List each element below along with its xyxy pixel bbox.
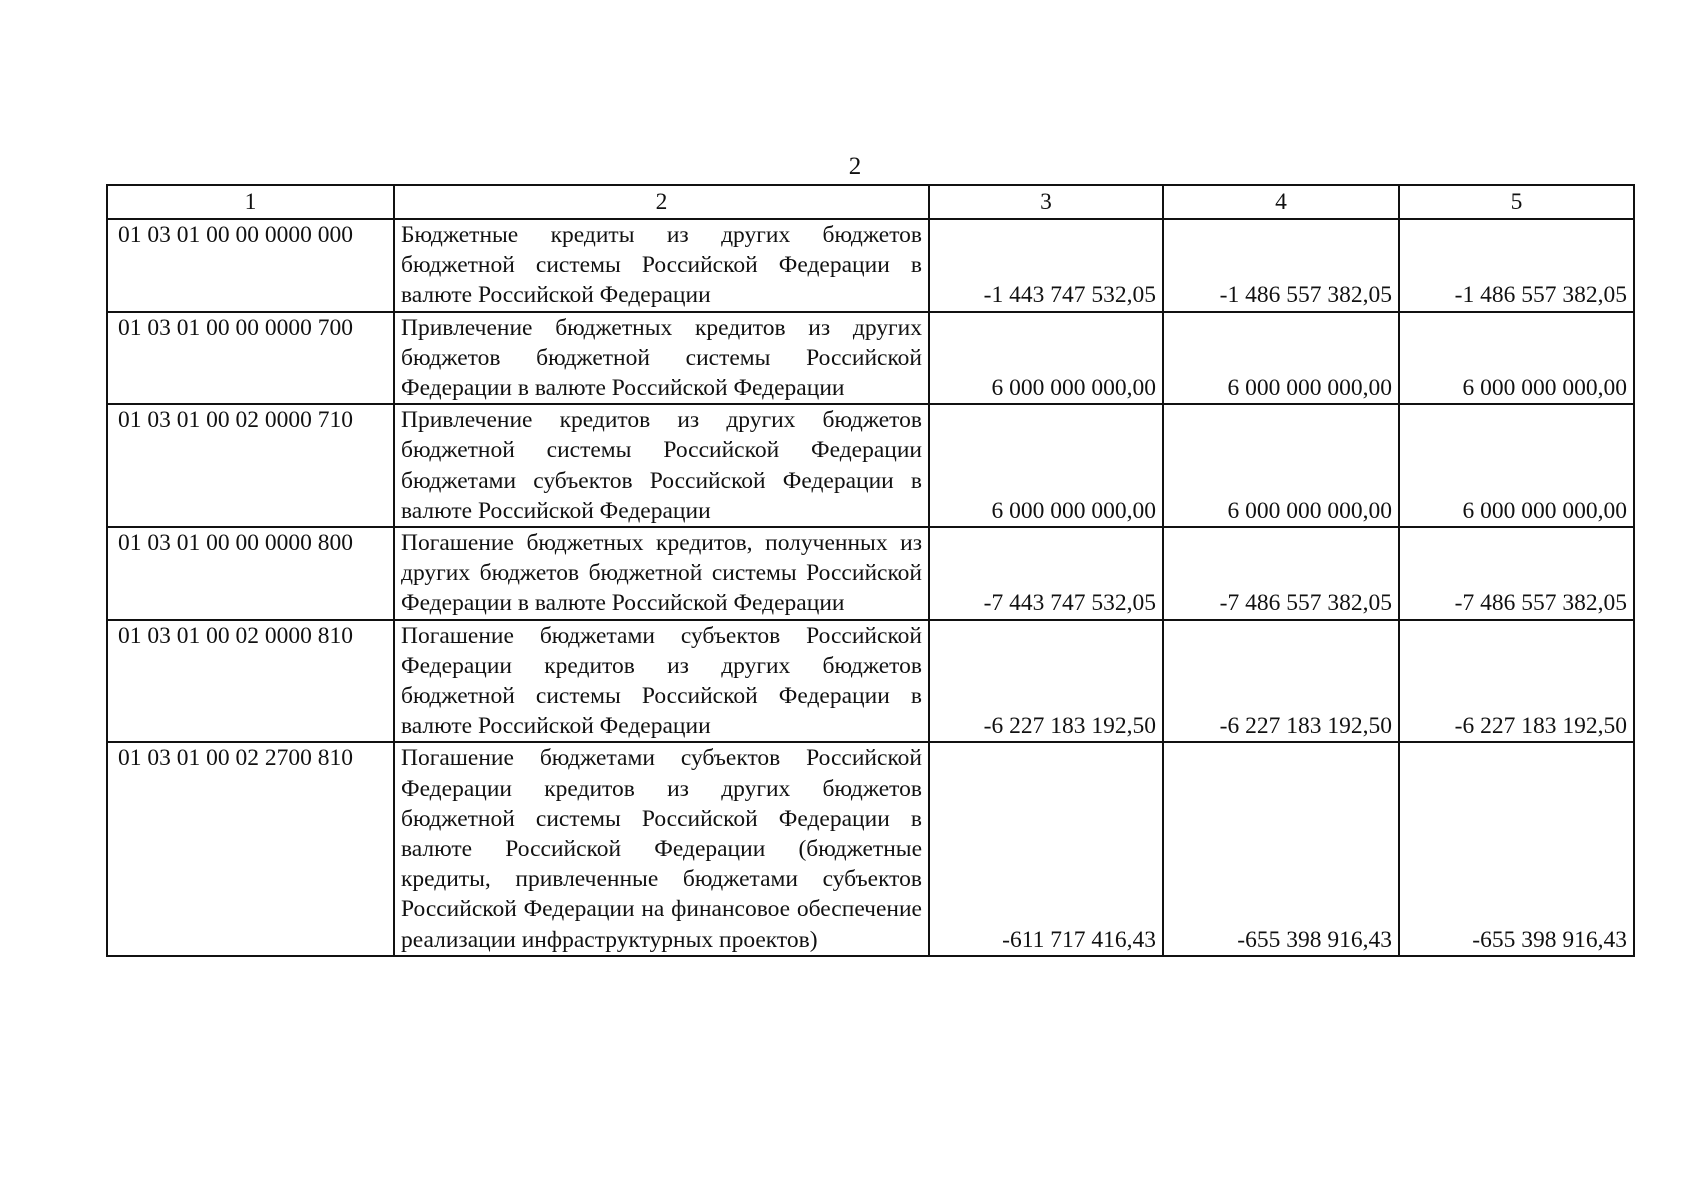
amount-col5-cell: 6 000 000 000,00 [1399,404,1634,527]
amount-col4-cell: -1 486 557 382,05 [1163,219,1399,312]
table-row [107,219,1634,312]
column-header-3: 3 [929,185,1163,219]
description-cell: Погашение бюджетных кредитов, полученных из других бюджетов бюджетной системы Российской Федерации в валюте Российской Федерации [394,527,929,620]
description-cell: Привлечение кредитов из других бюджетов бюджетной системы Российской Федерации бюджетами субъектов Российской Федерации в валюте Российской Федерации [394,404,929,527]
amount-col3-cell: 6 000 000 000,00 [929,404,1163,527]
column-header-4: 4 [1163,185,1399,219]
description-cell: Погашение бюджетами субъектов Российской Федерации кредитов из других бюджетов бюджетной системы Российской Федерации в валюте Российской Федерации [394,620,929,743]
amount-col4-cell: -655 398 916,43 [1163,742,1399,955]
table-header-row [107,185,1634,219]
table-row [107,404,1634,527]
amount-col5-cell: -6 227 183 192,50 [1399,620,1634,743]
budget-code-cell: 01 03 01 00 02 0000 710 [107,404,394,527]
table-row [107,312,1634,405]
amount-col3-cell: -6 227 183 192,50 [929,620,1163,743]
description-cell: Бюджетные кредиты из других бюджетов бюджетной системы Российской Федерации в валюте Российской Федерации [394,219,929,312]
amount-col5-cell: -655 398 916,43 [1399,742,1634,955]
amount-col3-cell: -7 443 747 532,05 [929,527,1163,620]
amount-col5-cell: -1 486 557 382,05 [1399,219,1634,312]
column-header-2: 2 [394,185,929,219]
table-row [107,527,1634,620]
budget-code-cell: 01 03 01 00 00 0000 800 [107,527,394,620]
description-cell: Привлечение бюджетных кредитов из других бюджетов бюджетной системы Российской Федерации в валюте Российской Федерации [394,312,929,405]
amount-col3-cell: -1 443 747 532,05 [929,219,1163,312]
budget-code-cell: 01 03 01 00 02 0000 810 [107,620,394,743]
amount-col5-cell: 6 000 000 000,00 [1399,312,1634,405]
page-number: 2 [848,153,862,180]
budget-code-cell: 01 03 01 00 02 2700 810 [107,742,394,955]
amount-col3-cell: -611 717 416,43 [929,742,1163,955]
budget-code-cell: 01 03 01 00 00 0000 700 [107,312,394,405]
description-cell: Погашение бюджетами субъектов Российской Федерации кредитов из других бюджетов бюджетной системы Российской Федерации в валюте Российской Федерации (бюджетные кредиты, привлеченные бюджетами субъектов Российской Федерации на финансовое обеспечение реализации инфраструктурных проектов) [394,742,929,955]
amount-col4-cell: 6 000 000 000,00 [1163,404,1399,527]
budget-sources-table [106,184,1635,957]
amount-col4-cell: -6 227 183 192,50 [1163,620,1399,743]
amount-col4-cell: 6 000 000 000,00 [1163,312,1399,405]
table-row [107,620,1634,743]
column-header-5: 5 [1399,185,1634,219]
budget-code-cell: 01 03 01 00 00 0000 000 [107,219,394,312]
amount-col5-cell: -7 486 557 382,05 [1399,527,1634,620]
amount-col4-cell: -7 486 557 382,05 [1163,527,1399,620]
table-row [107,742,1634,955]
column-header-1: 1 [107,185,394,219]
amount-col3-cell: 6 000 000 000,00 [929,312,1163,405]
